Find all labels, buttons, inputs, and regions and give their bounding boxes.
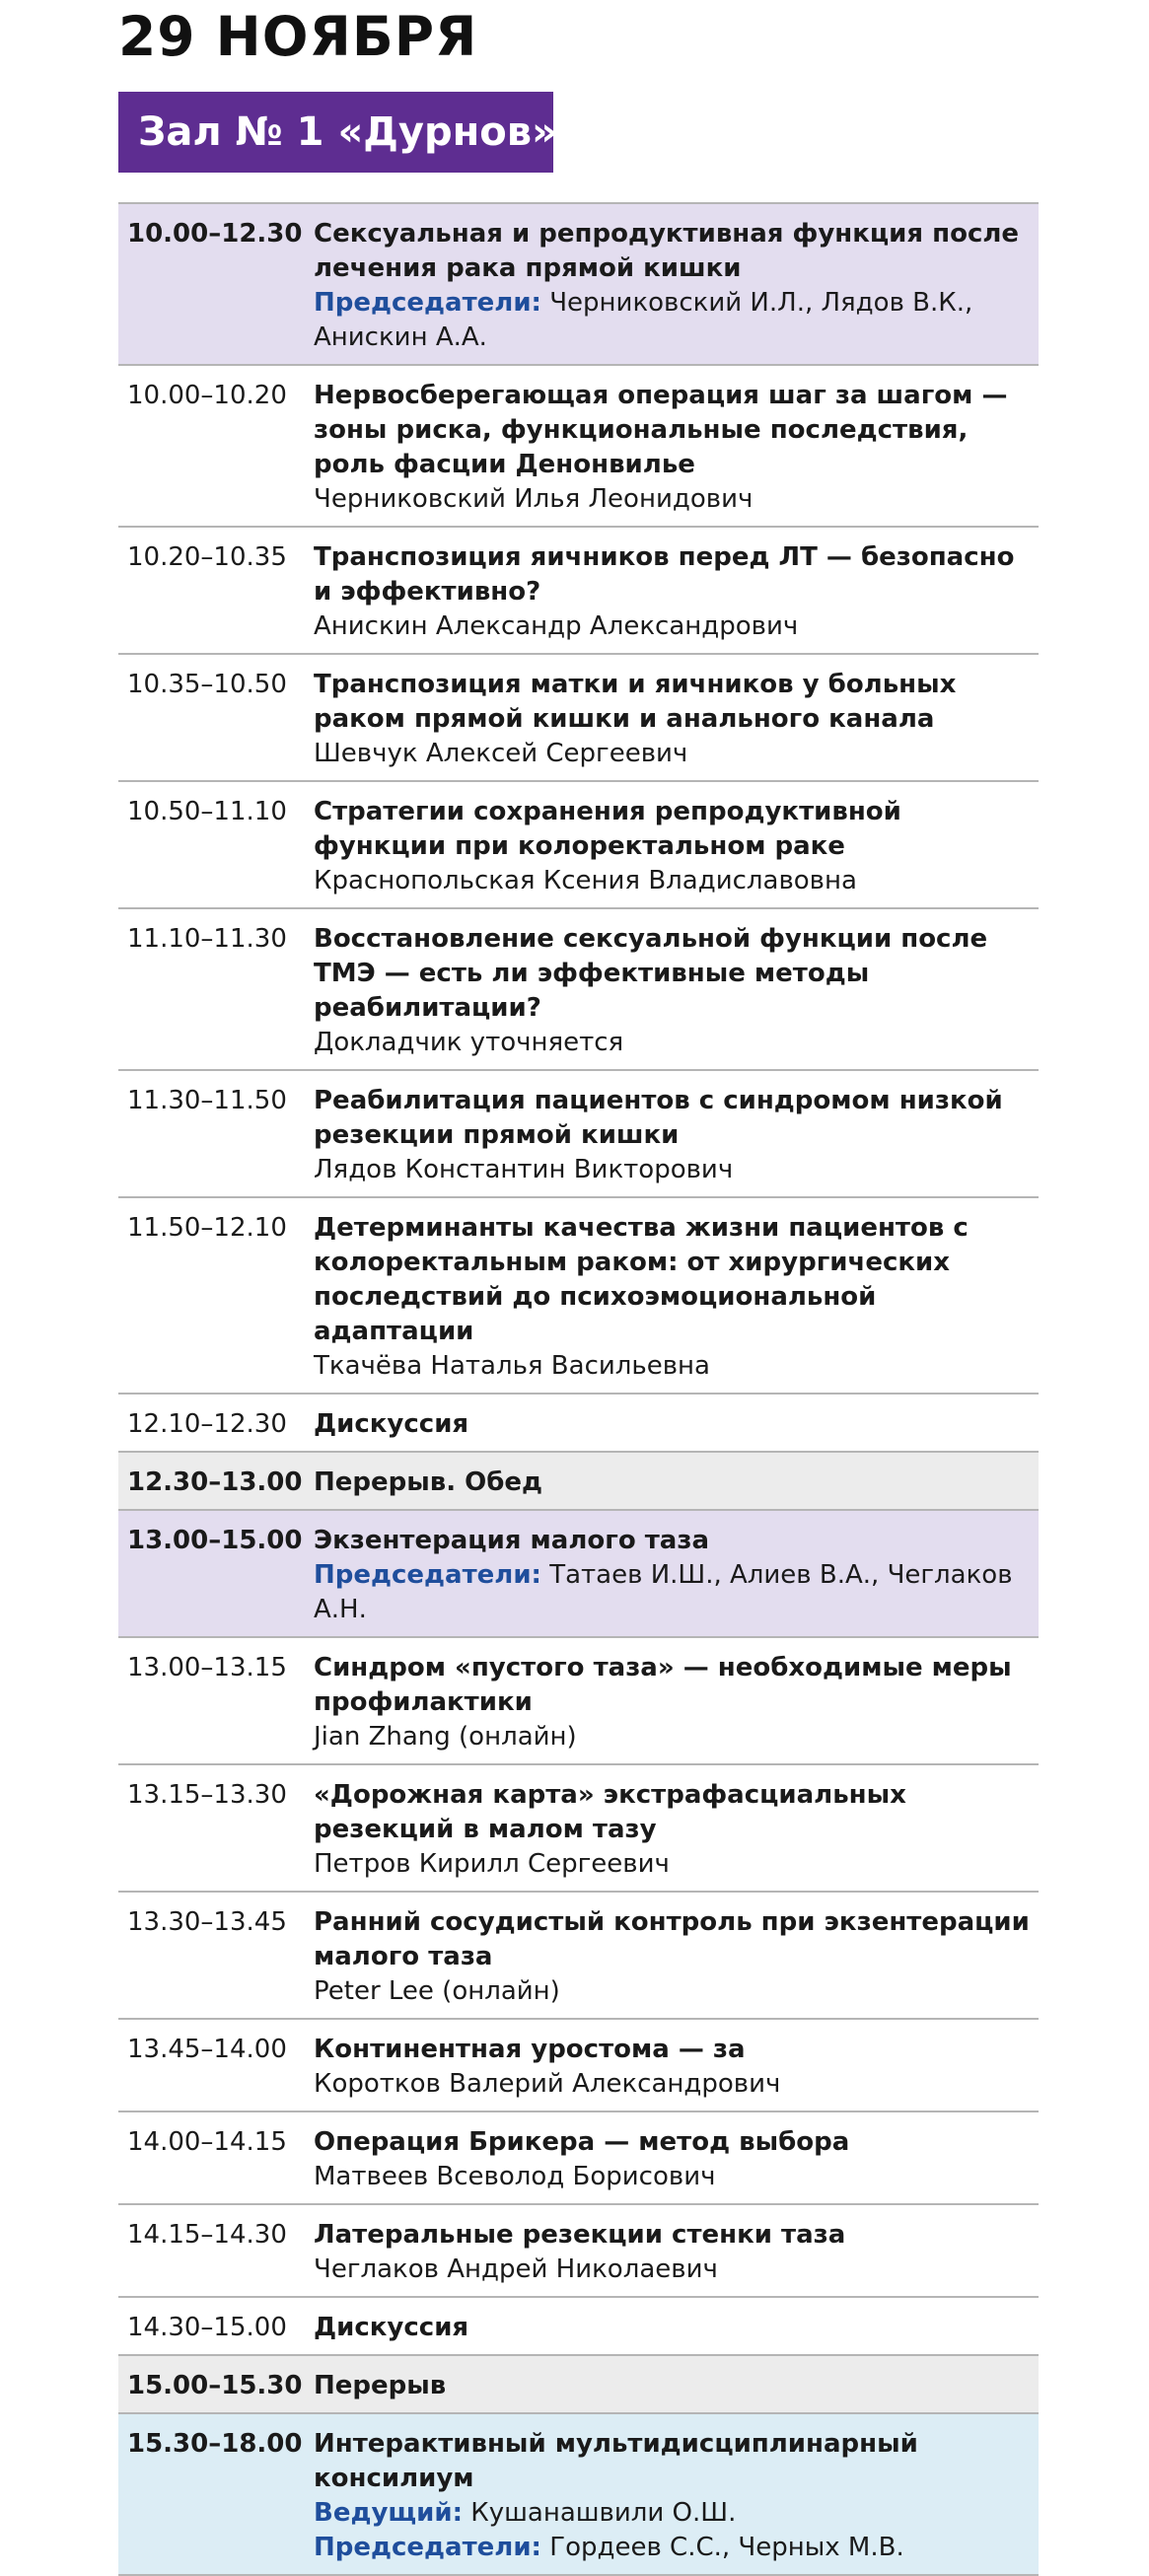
hall-title: Зал № 1 «Дурнов» (118, 92, 553, 173)
talk-title: Реабилитация пациентов с синдромом низкой резекции прямой кишки (314, 1086, 1003, 1150)
talk-time: 13.30–13.45 (127, 1907, 287, 1937)
chairs-names: Татаев И.Ш., Алиев В.А., Чеглаков А.Н. (314, 1560, 1013, 1624)
talk-speaker: Ткачёва Наталья Васильевна (314, 1351, 710, 1381)
talk-title: Континентная уростома — за (314, 2035, 746, 2064)
session-time: 13.00–15.00 (127, 1526, 303, 1555)
consilium-time: 15.30–18.00 (127, 2429, 303, 2459)
talk-row (118, 2112, 1039, 2205)
talk-speaker: Чеглаков Андрей Николаевич (314, 2254, 718, 2284)
schedule-table (118, 202, 1039, 2576)
discussion-row (118, 2298, 1039, 2356)
talk-time: 13.45–14.00 (127, 2035, 287, 2064)
talk-speaker: Jian Zhang (онлайн) (314, 1722, 577, 1752)
talk-speaker: Черниковский Илья Леонидович (314, 484, 754, 514)
session-row (118, 1511, 1039, 1638)
chairs-label: Председатели: (314, 1560, 541, 1590)
moderator-names: Кушанашвили О.Ш. (462, 2498, 737, 2528)
discussion-time: 14.30–15.00 (127, 2313, 287, 2342)
talk-time: 14.15–14.30 (127, 2220, 287, 2250)
talk-row (118, 655, 1039, 782)
talk-row (118, 528, 1039, 655)
chairs-label: Председатели: (314, 288, 541, 318)
discussion-title: Дискуссия (314, 1409, 469, 1439)
talk-time: 10.20–10.35 (127, 542, 287, 572)
break-time: 15.00–15.30 (127, 2371, 303, 2400)
talk-row (118, 1765, 1039, 1893)
talk-speaker: Peter Lee (онлайн) (314, 1976, 560, 2006)
discussion-row (118, 1395, 1039, 1453)
talk-speaker: Матвеев Всеволод Борисович (314, 2162, 716, 2191)
chairs-line (314, 1558, 1031, 1627)
break-row (118, 1453, 1039, 1511)
talk-row (118, 909, 1039, 1071)
session-title: Экзентерация малого таза (314, 1526, 709, 1555)
break-title: Перерыв. Обед (314, 1467, 543, 1497)
talk-speaker: Лядов Константин Викторович (314, 1155, 734, 1184)
consilium-title: Интерактивный мультидисциплинарный консилиум (314, 2429, 918, 2493)
talk-title: Транспозиция матки и яичников у больных раком прямой кишки и анального канала (314, 670, 957, 734)
talk-row (118, 1638, 1039, 1765)
talk-title: Транспозиция яичников перед ЛТ — безопасно и эффективно? (314, 542, 1015, 607)
talk-speaker: Коротков Валерий Александрович (314, 2069, 781, 2099)
talk-time: 10.00–10.20 (127, 381, 287, 410)
talk-title: Восстановление сексуальной функции после ТМЭ — есть ли эффективные методы реабилитации? (314, 924, 988, 1023)
talk-row (118, 1198, 1039, 1395)
talk-title: Детерминанты качества жизни пациентов с колоректальным раком: от хирургических последствий до психоэмоциональной адаптации (314, 1213, 969, 1346)
talk-time: 10.35–10.50 (127, 670, 287, 699)
talk-title: Нервосберегающая операция шаг за шагом — зоны риска, функциональные последствия, роль фасции Денонвилье (314, 381, 1008, 479)
consilium-row (118, 2414, 1039, 2576)
chairs-names: Гордеев С.С., Черных М.В. (540, 2533, 904, 2562)
talk-speaker: Анискин Александр Александрович (314, 611, 799, 641)
talk-row (118, 2020, 1039, 2112)
moderator-line (314, 2496, 1031, 2531)
talk-speaker: Шевчук Алексей Сергеевич (314, 739, 688, 768)
talk-time: 11.30–11.50 (127, 1086, 287, 1115)
chairs-line (314, 286, 1031, 355)
talk-time: 13.00–13.15 (127, 1653, 287, 1682)
talk-title: Стратегии сохранения репродуктивной функции при колоректальном раке (314, 797, 901, 861)
moderator-label: Ведущий: (314, 2498, 463, 2528)
session-time: 10.00–12.30 (127, 219, 303, 249)
talk-row (118, 2205, 1039, 2298)
talk-speaker: Петров Кирилл Сергеевич (314, 1849, 670, 1879)
talk-title: «Дорожная карта» экстрафасциальных резекций в малом тазу (314, 1780, 906, 1844)
talk-row (118, 782, 1039, 909)
talk-speaker: Краснопольская Ксения Владиславовна (314, 866, 857, 895)
talk-speaker: Докладчик уточняется (314, 1028, 624, 1057)
page-date: 29 НОЯБРЯ (118, 5, 478, 68)
talk-title: Ранний сосудистый контроль при экзентерации малого таза (314, 1907, 1030, 1971)
talk-title: Синдром «пустого таза» — необходимые меры профилактики (314, 1653, 1012, 1717)
chairs-names: Черниковский И.Л., Лядов В.К., Анискин А.А. (314, 288, 973, 352)
break-row (118, 2356, 1039, 2414)
talk-title: Латеральные резекции стенки таза (314, 2220, 846, 2250)
talk-time: 14.00–14.15 (127, 2127, 287, 2157)
discussion-time: 12.10–12.30 (127, 1409, 287, 1439)
talk-time: 11.50–12.10 (127, 1213, 287, 1243)
talk-title: Операция Брикера — метод выбора (314, 2127, 850, 2157)
talk-time: 13.15–13.30 (127, 1780, 287, 1810)
chairs-line (314, 2531, 1031, 2565)
chairs-label: Председатели: (314, 2533, 541, 2562)
session-row (118, 204, 1039, 366)
talk-row (118, 1071, 1039, 1198)
session-title: Сексуальная и репродуктивная функция после лечения рака прямой кишки (314, 219, 1020, 283)
talk-time: 10.50–11.10 (127, 797, 287, 826)
break-title: Перерыв (314, 2371, 447, 2400)
discussion-title: Дискуссия (314, 2313, 469, 2342)
talk-row (118, 1893, 1039, 2020)
talk-time: 11.10–11.30 (127, 924, 287, 954)
talk-row (118, 366, 1039, 528)
break-time: 12.30–13.00 (127, 1467, 303, 1497)
